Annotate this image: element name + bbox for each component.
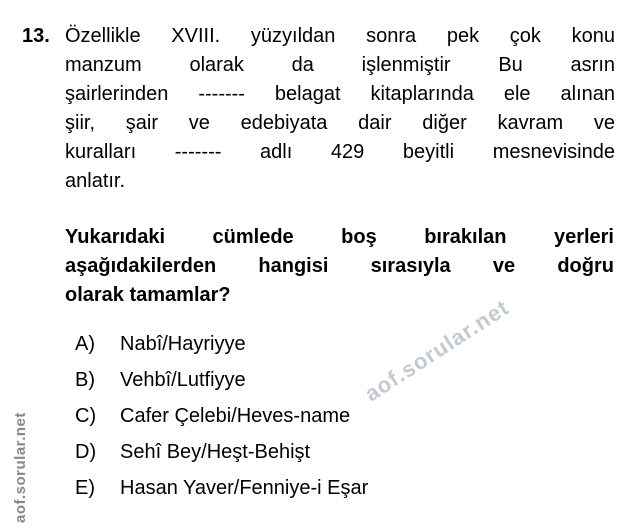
option-letter: B) xyxy=(75,369,95,391)
question-number: 13. xyxy=(22,25,50,47)
option-letter: A) xyxy=(75,333,95,355)
question-prompt xyxy=(65,223,614,310)
question-body-line: manzum olarak da işlenmiştir Bu asrın xyxy=(65,54,615,76)
question-body-line: Özellikle XVIII. yüzyıldan sonra pek çok konu xyxy=(65,25,615,47)
question-prompt-line: aşağıdakilerden hangisi sırasıyla ve doğru xyxy=(65,255,614,277)
question-body-line: şiir, şair ve edebiyata dair diğer kavram ve xyxy=(65,112,615,134)
option-text: Nabî/Hayriyye xyxy=(120,333,246,355)
question-body-line: şairlerinden ------- belagat kitaplarında ele alınan xyxy=(65,83,615,105)
watermark-diagonal: aof.sorular.net xyxy=(360,294,514,407)
option-text: Cafer Çelebi/Heves-name xyxy=(120,405,351,427)
option-letter: C) xyxy=(75,405,97,427)
answer-option-row[interactable] xyxy=(75,366,368,395)
answer-option-row[interactable] xyxy=(75,330,368,359)
answer-options-list xyxy=(75,330,368,503)
option-text: Sehî Bey/Heşt-Behişt xyxy=(120,441,311,463)
answer-option-row[interactable] xyxy=(75,474,368,503)
watermark-left-vertical: aof.sorular.net xyxy=(12,412,29,523)
question-body-line: kuralları ------- adlı 429 beyitli mesnevisinde xyxy=(65,141,615,163)
option-text: Hasan Yaver/Fenniye-i Eşar xyxy=(120,477,369,499)
answer-option-row[interactable] xyxy=(75,438,368,467)
option-letter: D) xyxy=(75,441,97,463)
option-text: Vehbî/Lutfiyye xyxy=(120,369,246,391)
question-prompt-line: Yukarıdaki cümlede boş bırakılan yerleri xyxy=(65,226,614,248)
option-letter: E) xyxy=(75,477,95,499)
question-prompt-line: olarak tamamlar? xyxy=(65,284,231,306)
question-body-line: anlatır. xyxy=(65,170,126,192)
question-body xyxy=(65,22,615,196)
answer-option-row[interactable] xyxy=(75,402,368,431)
